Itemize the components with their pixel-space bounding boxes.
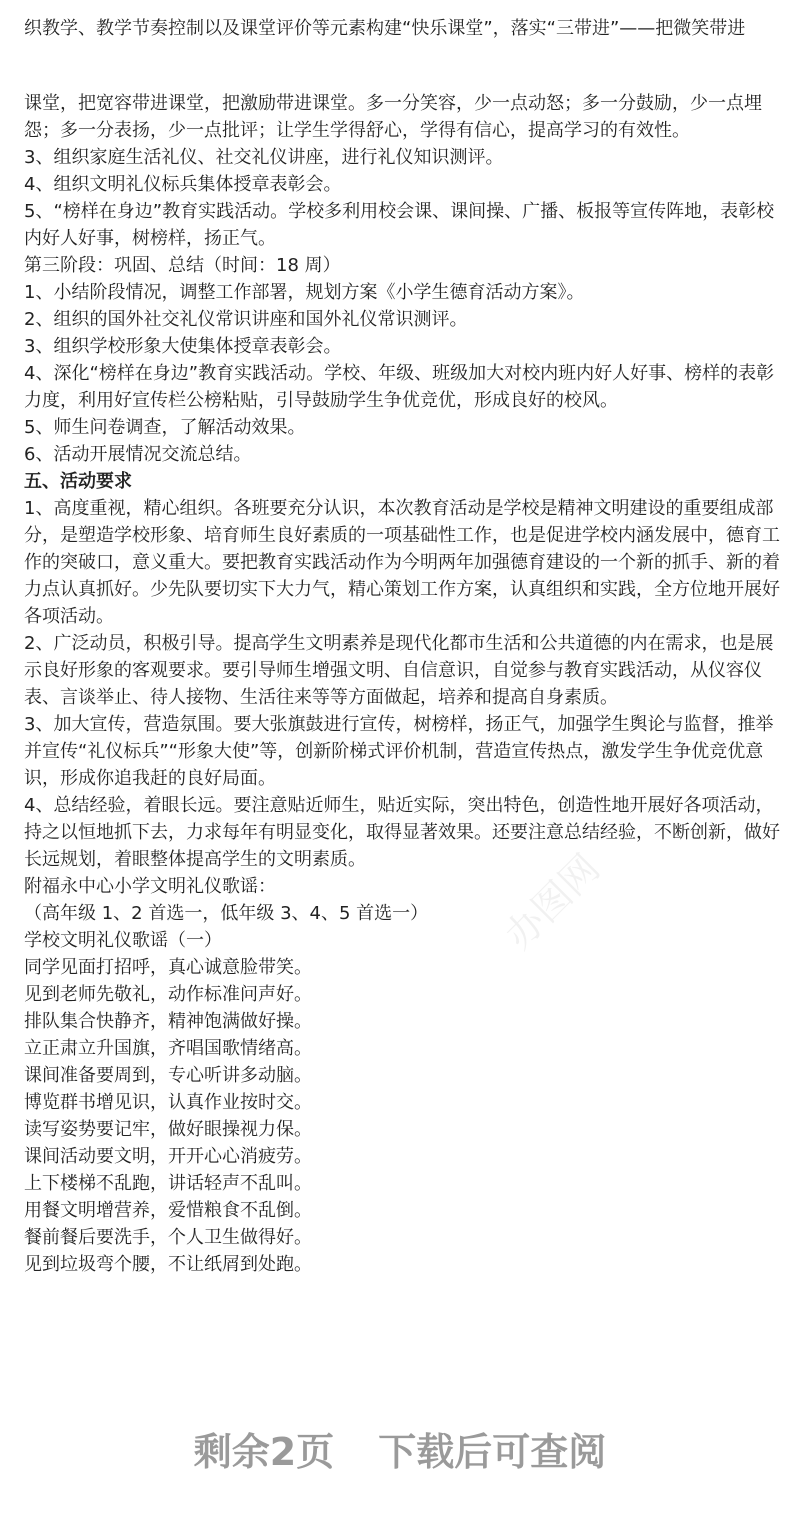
paragraph: 见到垃圾弯个腰，不让纸屑到处跑。 [24,1254,312,1275]
paragraph: 博览群书增见识，认真作业按时交。 [24,1092,312,1113]
document-body [24,90,784,1278]
paragraph: 课间活动要文明，开开心心消疲劳。 [24,1146,312,1167]
paragraph: 排队集合快静齐，精神饱满做好操。 [24,1011,312,1032]
paragraph: 附福永中心小学文明礼仪歌谣： [24,876,276,897]
paragraph: 餐前餐后要洗手，个人卫生做得好。 [24,1227,312,1248]
paragraph: 读写姿势要记牢，做好眼操视力保。 [24,1119,312,1140]
download-to-view-label: 下载后可查阅 [378,1429,607,1474]
remaining-pages-label: 剩余2页 [193,1429,335,1474]
section-heading: 五、活动要求 [24,471,132,492]
clipped-line-2: 织教学、教学节奏控制以及课堂评价等元素构建“快乐课堂”，落实“三带进”——把微笑带进 [24,18,746,39]
paragraph: 6、活动开展情况交流总结。 [24,444,252,465]
paragraph: 见到老师先敬礼，动作标准问声好。 [24,984,312,1005]
paragraph: （高年级 1、2 首选一，低年级 3、4、5 首选一） [24,903,429,924]
paragraph: 上下楼梯不乱跑，讲话轻声不乱叫。 [24,1173,312,1194]
footer-banner[interactable] [0,1418,800,1478]
paragraph: 3、组织家庭生活礼仪、社交礼仪讲座，进行礼仪知识测评。 [24,147,504,168]
paragraph: 第三阶段：巩固、总结（时间：18 周） [24,255,341,276]
paragraph: 课堂，把宽容带进课堂，把激励带进课堂。多一分笑容，少一点动怒；多一分鼓励，少一点埋怨；多一分表扬，少一点批评；让学生学得舒心，学得有信心，提高学习的有效性。 [24,93,762,141]
paragraph: 3、加大宣传，营造氛围。要大张旗鼓进行宣传，树榜样，扬正气，加强学生舆论与监督，推举并宣传“礼仪标兵”“形象大使”等，创新阶梯式评价机制，营造宣传热点，激发学生争优竞优意识，形成你追我赶的良好局面。 [24,714,774,789]
watermark-text: 办图网 [496,845,609,958]
paragraph: 学校文明礼仪歌谣（一） [24,930,222,951]
paragraph: 2、组织的国外社交礼仪常识讲座和国外礼仪常识测评。 [24,309,468,330]
paragraph: 4、组织文明礼仪标兵集体授章表彰会。 [24,174,342,195]
paragraph: 1、高度重视，精心组织。各班要充分认识，本次教育活动是学校是精神文明建设的重要组成部分，是塑造学校形象、培育师生良好素质的一项基础性工作，也是促进学校内涵发展中，德育工作的突破口，意义重大。要把教育实践活动作为今明两年加强德育建设的一个新的抓手、新的着力点认真抓好。少先队要切实下大力气，精心策划工作方案，认真组织和实践，全方位地开展好各项活动。 [24,498,780,627]
clipped-top-lines [24,0,784,40]
paragraph: 1、小结阶段情况，调整工作部署，规划方案《小学生德育活动方案》。 [24,282,585,303]
paragraph: 课间准备要周到，专心听讲多动脑。 [24,1065,312,1086]
paragraph: 4、深化“榜样在身边”教育实践活动。学校、年级、班级加大对校内班内好人好事、榜样的表彰力度，利用好宣传栏公榜粘贴，引导鼓励学生争优竞优，形成良好的校风。 [24,363,775,411]
paragraph: 立正肃立升国旗，齐唱国歌情绪高。 [24,1038,312,1059]
paragraph: 4、总结经验，着眼长远。要注意贴近师生，贴近实际，突出特色，创造性地开展好各项活动，持之以恒地抓下去，力求每年有明显变化，取得显著效果。还要注意总结经验，不断创新，做好长远规划，着眼整体提高学生的文明素质。 [24,795,780,870]
paragraph: 2、广泛动员，积极引导。提高学生文明素养是现代化都市生活和公共道德的内在需求，也是展示良好形象的客观要求。要引导师生增强文明、自信意识，自觉参与教育实践活动，从仪容仪表、言谈举止、待人接物、生活往来等等方面做起，培养和提高自身素质。 [24,633,774,708]
paragraph: 用餐文明增营养，爱惜粮食不乱倒。 [24,1200,312,1221]
paragraph: 5、“榜样在身边”教育实践活动。学校多利用校会课、课间操、广播、板报等宣传阵地，表彰校内好人好事，树榜样，扬正气。 [24,201,775,249]
paragraph: 5、师生问卷调查，了解活动效果。 [24,417,306,438]
paragraph: 3、组织学校形象大使集体授章表彰会。 [24,336,342,357]
paragraph: 同学见面打招呼，真心诚意脸带笑。 [24,957,312,978]
